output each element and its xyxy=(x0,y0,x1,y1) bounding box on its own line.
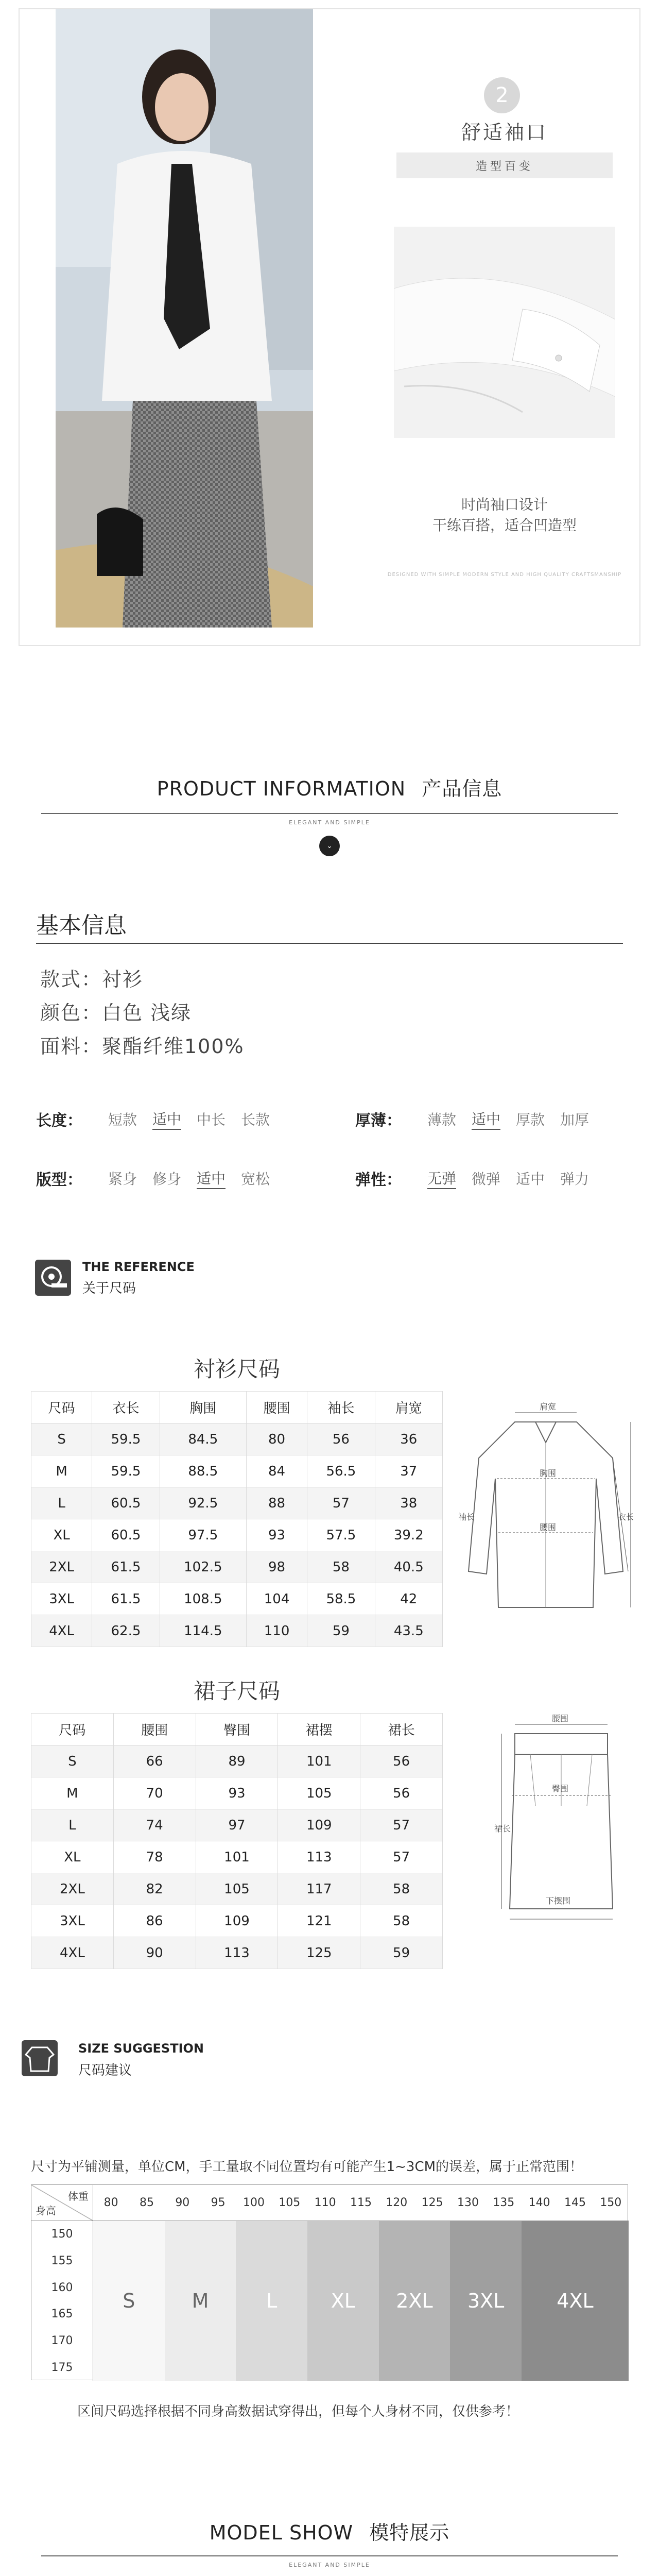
product-info-tagline: ELEGANT AND SIMPLE xyxy=(289,819,370,826)
table-cell: 66 xyxy=(113,1745,196,1777)
table-cell: 58 xyxy=(307,1551,375,1583)
table-row xyxy=(31,1777,443,1809)
table-cell: 62.5 xyxy=(92,1615,160,1647)
table-cell: 84.5 xyxy=(160,1423,246,1455)
attribute-label: 弹性： xyxy=(355,1171,402,1189)
height-label: 170 xyxy=(31,2328,93,2354)
table-cell: 4XL xyxy=(31,1937,114,1969)
table-cell: 2XL xyxy=(31,1551,92,1583)
model-show-heading-en: MODEL SHOW xyxy=(209,2521,354,2544)
model-show-heading xyxy=(0,2517,659,2545)
table-header-cell: 袖长 xyxy=(307,1392,375,1423)
table-cell: 125 xyxy=(278,1937,360,1969)
feature-title: 舒适袖口 xyxy=(461,121,548,144)
shirt-diagram xyxy=(458,1401,633,1618)
table-row xyxy=(31,1745,443,1777)
table-row xyxy=(31,1455,443,1487)
table-cell: 36 xyxy=(375,1423,442,1455)
cuff-detail-photo xyxy=(394,227,615,438)
size-band: L xyxy=(236,2221,307,2381)
table-cell: M xyxy=(31,1777,114,1809)
weight-header: 85 xyxy=(129,2185,164,2221)
table-cell: 2XL xyxy=(31,1873,114,1905)
attribute-row xyxy=(355,1167,589,1190)
corner-weight-label: 体重 xyxy=(68,2190,89,2202)
attribute-option: 微弹 xyxy=(472,1171,501,1188)
table-cell: 93 xyxy=(246,1519,307,1551)
cuff-detail-illustration xyxy=(394,227,615,438)
skirt-outline-illustration xyxy=(494,1713,628,1929)
table-cell: 60.5 xyxy=(92,1487,160,1519)
table-cell: 117 xyxy=(278,1873,360,1905)
table-header-cell: 尺码 xyxy=(31,1392,92,1423)
weight-header: 115 xyxy=(343,2185,378,2221)
weight-header: 110 xyxy=(307,2185,343,2221)
table-cell: L xyxy=(31,1809,114,1841)
table-cell: 43.5 xyxy=(375,1615,442,1647)
weight-header: 145 xyxy=(557,2185,593,2221)
reference-icon xyxy=(35,1260,71,1296)
weight-header: 90 xyxy=(165,2185,200,2221)
table-cell: 74 xyxy=(113,1809,196,1841)
table-row xyxy=(31,1551,443,1583)
weight-header: 135 xyxy=(486,2185,522,2221)
table-header-cell: 臀围 xyxy=(196,1714,278,1745)
table-cell: 78 xyxy=(113,1841,196,1873)
table-cell: XL xyxy=(31,1841,114,1873)
table-cell: 101 xyxy=(196,1841,278,1873)
table-row xyxy=(31,1841,443,1873)
attribute-option: 适中 xyxy=(516,1171,545,1188)
size-band: XL xyxy=(307,2221,379,2381)
size-note-bottom: 区间尺码选择根据不同身高数据试穿得出，但每个人身材不同，仅供参考！ xyxy=(77,2404,519,2419)
model-show-tagline: ELEGANT AND SIMPLE xyxy=(289,2562,370,2568)
weight-header: 150 xyxy=(593,2185,629,2221)
table-cell: 37 xyxy=(375,1455,442,1487)
size-band: M xyxy=(165,2221,236,2381)
model-photo-top xyxy=(56,9,313,628)
table-cell: S xyxy=(31,1745,114,1777)
table-cell: 92.5 xyxy=(160,1487,246,1519)
table-cell: 114.5 xyxy=(160,1615,246,1647)
table-cell: S xyxy=(31,1423,92,1455)
size-note-top: 尺寸为平铺测量，单位CM，手工量取不同位置均有可能产生1~3CM的误差，属于正常范围！ xyxy=(31,2159,583,2175)
table-cell: 59 xyxy=(360,1937,443,1969)
table-cell: 61.5 xyxy=(92,1551,160,1583)
table-header-cell: 腰围 xyxy=(113,1714,196,1745)
feature-subtitle: 造型百变 xyxy=(396,152,613,178)
attribute-option: 适中 xyxy=(472,1108,500,1130)
attribute-option: 中长 xyxy=(197,1111,226,1128)
size-band: 3XL xyxy=(450,2221,522,2381)
shirt-label-shoulder: 肩宽 xyxy=(540,1402,557,1412)
feature-caption: DESIGNED WITH SIMPLE MODERN STYLE AND HIGH QUALITY CRAFTSMANSHIP xyxy=(387,572,622,578)
table-cell: 3XL xyxy=(31,1583,92,1615)
attribute-option: 厚款 xyxy=(516,1111,545,1128)
size-suggestion-icon xyxy=(22,2040,58,2076)
skirt-table-title: 裙子尺码 xyxy=(193,1679,280,1704)
size-band: 2XL xyxy=(379,2221,450,2381)
table-header-cell: 腰围 xyxy=(246,1392,307,1423)
shirt-label-chest: 胸围 xyxy=(540,1468,557,1478)
table-cell: 88 xyxy=(246,1487,307,1519)
table-row xyxy=(31,1809,443,1841)
feature-number-badge: 2 xyxy=(484,77,520,113)
skirt-label-hem: 下摆围 xyxy=(546,1896,571,1906)
weight-header: 100 xyxy=(236,2185,271,2221)
shirt-outline-illustration xyxy=(458,1401,633,1618)
size-suggestion-grid xyxy=(31,2184,628,2380)
table-cell: 110 xyxy=(246,1615,307,1647)
table-row xyxy=(31,1423,443,1455)
attribute-row xyxy=(355,1108,589,1130)
table-cell: 89 xyxy=(196,1745,278,1777)
height-label: 165 xyxy=(31,2301,93,2328)
size-band: 4XL xyxy=(522,2221,629,2381)
table-cell: XL xyxy=(31,1519,92,1551)
table-cell: 93 xyxy=(196,1777,278,1809)
table-header-cell: 裙长 xyxy=(360,1714,443,1745)
table-header-cell: 裙摆 xyxy=(278,1714,360,1745)
table-row xyxy=(31,1615,443,1647)
attribute-row xyxy=(36,1108,270,1130)
height-label: 150 xyxy=(31,2221,93,2248)
attribute-option: 宽松 xyxy=(241,1171,270,1188)
size-suggestion-title-cn: 尺码建议 xyxy=(78,2063,132,2078)
tape-measure-icon xyxy=(35,1260,71,1296)
weight-header: 140 xyxy=(522,2185,557,2221)
table-cell: L xyxy=(31,1487,92,1519)
attribute-label: 版型： xyxy=(36,1171,82,1189)
table-cell: 59.5 xyxy=(92,1455,160,1487)
table-cell: 97 xyxy=(196,1809,278,1841)
table-cell: 3XL xyxy=(31,1905,114,1937)
table-cell: 84 xyxy=(246,1455,307,1487)
height-label: 160 xyxy=(31,2274,93,2301)
table-cell: 56 xyxy=(307,1423,375,1455)
model-photo-top-illustration xyxy=(56,9,313,628)
table-header-cell: 尺码 xyxy=(31,1714,114,1745)
shirt-label-length: 衣长 xyxy=(618,1512,633,1522)
table-cell: 108.5 xyxy=(160,1583,246,1615)
table-cell: 113 xyxy=(196,1937,278,1969)
basic-fabric: 面料：聚酯纤维100% xyxy=(40,1035,245,1058)
table-cell: 121 xyxy=(278,1905,360,1937)
attribute-option: 长款 xyxy=(241,1111,270,1128)
shirt-table-title: 衬衫尺码 xyxy=(193,1357,280,1382)
skirt-diagram xyxy=(494,1713,628,1929)
table-header-row xyxy=(31,1392,443,1423)
shirt-label-sleeve: 袖长 xyxy=(458,1512,475,1522)
table-header-row xyxy=(31,1714,443,1745)
skirt-label-hip: 臀围 xyxy=(552,1784,569,1793)
table-row xyxy=(31,1583,443,1615)
table-cell: 58 xyxy=(360,1873,443,1905)
table-cell: 39.2 xyxy=(375,1519,442,1551)
table-cell: 57 xyxy=(360,1809,443,1841)
attribute-option: 弹力 xyxy=(560,1171,589,1188)
table-cell: 82 xyxy=(113,1873,196,1905)
shirt-icon xyxy=(22,2040,58,2076)
table-cell: 59 xyxy=(307,1615,375,1647)
table-cell: 57 xyxy=(307,1487,375,1519)
table-row xyxy=(31,1519,443,1551)
attribute-label: 长度： xyxy=(36,1112,82,1130)
table-cell: 61.5 xyxy=(92,1583,160,1615)
attribute-option: 紧身 xyxy=(108,1171,137,1188)
table-cell: 42 xyxy=(375,1583,442,1615)
model-show-heading-cn: 模特展示 xyxy=(369,2521,450,2544)
attribute-option: 适中 xyxy=(197,1167,226,1189)
shirt-label-waist: 腰围 xyxy=(540,1522,557,1532)
attribute-option: 无弹 xyxy=(427,1167,456,1189)
table-cell: 101 xyxy=(278,1745,360,1777)
basic-info-divider xyxy=(36,943,623,944)
height-label: 175 xyxy=(31,2354,93,2381)
model-show-divider xyxy=(41,2555,618,2556)
table-cell: 90 xyxy=(113,1937,196,1969)
weight-header: 130 xyxy=(450,2185,485,2221)
basic-style: 款式：衬衫 xyxy=(40,968,144,991)
height-label: 155 xyxy=(31,2248,93,2275)
table-cell: 109 xyxy=(278,1809,360,1841)
basic-info-title: 基本信息 xyxy=(36,912,127,939)
table-cell: 104 xyxy=(246,1583,307,1615)
table-header-cell: 衣长 xyxy=(92,1392,160,1423)
table-cell: M xyxy=(31,1455,92,1487)
table-row xyxy=(31,1937,443,1969)
table-cell: 105 xyxy=(196,1873,278,1905)
attribute-option: 薄款 xyxy=(427,1111,457,1128)
table-cell: 56 xyxy=(360,1745,443,1777)
table-cell: 38 xyxy=(375,1487,442,1519)
table-cell: 102.5 xyxy=(160,1551,246,1583)
weight-header: 105 xyxy=(272,2185,307,2221)
table-cell: 70 xyxy=(113,1777,196,1809)
table-cell: 57.5 xyxy=(307,1519,375,1551)
size-suggestion-title-en: SIZE SUGGESTION xyxy=(78,2041,204,2056)
table-row xyxy=(31,1873,443,1905)
reference-title-en: THE REFERENCE xyxy=(82,1260,195,1274)
weight-header: 80 xyxy=(93,2185,129,2221)
weight-header: 95 xyxy=(200,2185,236,2221)
table-cell: 80 xyxy=(246,1423,307,1455)
table-row xyxy=(31,1487,443,1519)
shirt-size-table xyxy=(31,1391,443,1647)
skirt-size-table xyxy=(31,1713,443,1969)
corner-height-label: 身高 xyxy=(36,2205,56,2217)
table-cell: 97.5 xyxy=(160,1519,246,1551)
table-cell: 57 xyxy=(360,1841,443,1873)
product-info-divider xyxy=(41,813,618,814)
attribute-option: 适中 xyxy=(152,1108,181,1130)
skirt-label-waist: 腰围 xyxy=(552,1714,569,1723)
table-cell: 4XL xyxy=(31,1615,92,1647)
product-info-heading xyxy=(0,773,659,801)
table-cell: 56.5 xyxy=(307,1455,375,1487)
table-cell: 59.5 xyxy=(92,1423,160,1455)
table-cell: 56 xyxy=(360,1777,443,1809)
table-header-cell: 胸围 xyxy=(160,1392,246,1423)
table-cell: 58.5 xyxy=(307,1583,375,1615)
table-cell: 109 xyxy=(196,1905,278,1937)
size-grid-corner xyxy=(31,2185,93,2221)
attribute-label: 厚薄： xyxy=(355,1112,402,1130)
basic-color: 颜色：白色 浅绿 xyxy=(40,1002,192,1024)
table-cell: 58 xyxy=(360,1905,443,1937)
skirt-label-length: 裙长 xyxy=(494,1824,511,1834)
table-cell: 113 xyxy=(278,1841,360,1873)
attribute-option: 短款 xyxy=(108,1111,137,1128)
feature-desc-line1: 时尚袖口设计 xyxy=(461,496,548,513)
product-info-heading-en: PRODUCT INFORMATION xyxy=(157,777,406,800)
table-cell: 105 xyxy=(278,1777,360,1809)
attribute-option: 加厚 xyxy=(560,1111,589,1128)
size-band: S xyxy=(93,2221,165,2381)
product-info-heading-cn: 产品信息 xyxy=(422,777,502,800)
table-cell: 88.5 xyxy=(160,1455,246,1487)
table-row xyxy=(31,1905,443,1937)
table-header-cell: 肩宽 xyxy=(375,1392,442,1423)
attribute-row xyxy=(36,1167,270,1190)
product-info-dot-icon: ⌄ xyxy=(319,836,340,856)
table-cell: 40.5 xyxy=(375,1551,442,1583)
feature-description xyxy=(396,495,613,536)
attribute-option: 修身 xyxy=(152,1171,182,1188)
reference-title-cn: 关于尺码 xyxy=(82,1281,136,1296)
feature-desc-line2: 干练百搭，适合凹造型 xyxy=(432,517,577,534)
weight-header: 120 xyxy=(379,2185,414,2221)
table-cell: 98 xyxy=(246,1551,307,1583)
table-cell: 86 xyxy=(113,1905,196,1937)
table-cell: 60.5 xyxy=(92,1519,160,1551)
weight-header: 125 xyxy=(414,2185,450,2221)
